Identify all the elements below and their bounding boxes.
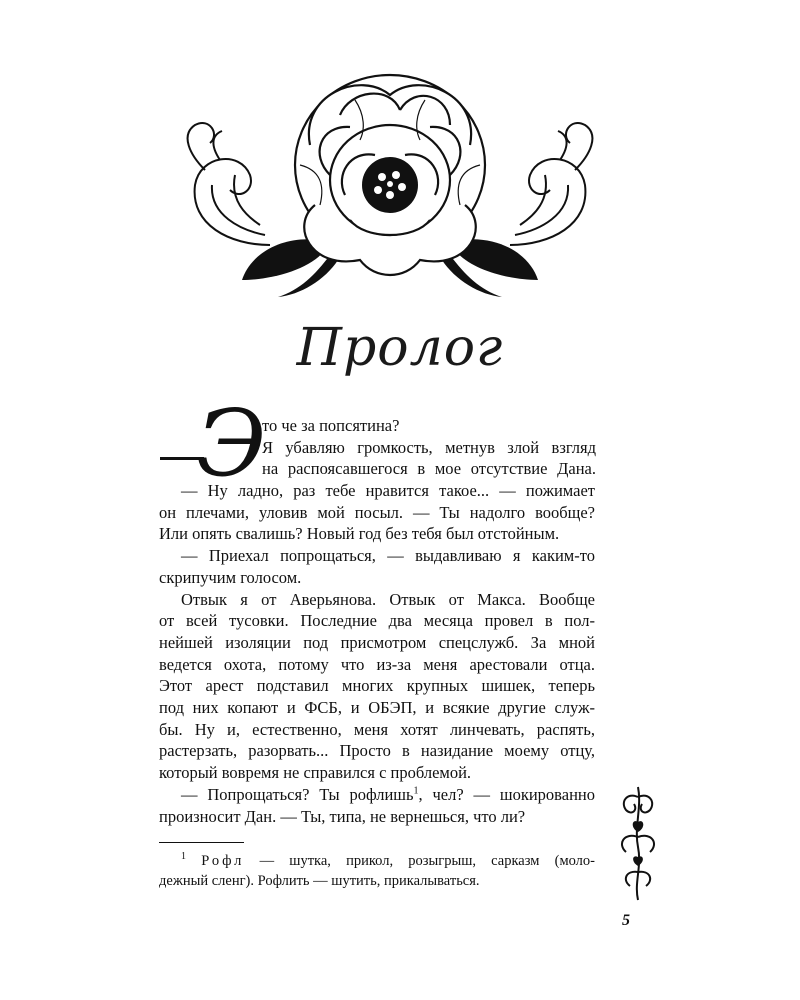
text-line: от всей тусовки. Последние два месяца провел в пол- [159, 611, 595, 631]
text-line: то че за попсятина? [262, 416, 400, 435]
text-line: Этот арест подставил многих крупных шишек, теперь [159, 676, 595, 696]
chapter-title: Пролог [296, 318, 504, 378]
text-line: нейшей изоляции под присмотром спецслужб. За мной [159, 632, 595, 652]
text-line: — Попрощаться? Ты рофлишь$^1$, чел? — шокированно [181, 784, 595, 804]
text-line: под них копают и ФСБ, и ОБЭП, и всякие другие служ- [159, 698, 595, 718]
text-line: — Ну ладно, раз тебе нравится такое... — пожимает [181, 481, 595, 500]
text-line: растерзать, разорвать... Просто в назидание моему отцу, [159, 741, 595, 761]
footnote-term: Рофл [201, 853, 245, 869]
footnote-divider [159, 842, 244, 843]
footnote-line: $^1$ Рофл — шутка, прикол, розыгрыш, сарказм (моло- [181, 851, 595, 869]
text-line: бы. Ну и, естественно, меня хотят линчевать, распять, [159, 719, 595, 739]
text-line: Я убавляю громкость, метнув злой взгляд [262, 437, 596, 457]
text-line: ведется охота, потому что из-за меня арестовали отца. [159, 654, 595, 674]
footnote [159, 851, 595, 891]
text-line: Отвык я от Аверьянова. Отвык от Макса. Вообще [181, 589, 595, 609]
flower-ornament-illustration [150, 55, 630, 300]
page-number: 5 [622, 912, 630, 929]
footnote-reference[interactable]: 1 [413, 785, 419, 797]
body-text [159, 480, 595, 827]
drop-cap-letter: Э [196, 390, 267, 497]
text-line: на распоясавшегося в мое отсутствие Дана. [262, 459, 596, 479]
text-line: который вовремя не справился с проблемой. [159, 763, 472, 783]
text-line: произносит Дан. — Ты, типа, не вернешься, что ли? [159, 806, 526, 826]
side-ornament-illustration [612, 782, 664, 902]
first-paragraph [262, 415, 596, 480]
footnote-mark: 1 [181, 851, 186, 863]
text-line: скрипучим голосом. [159, 567, 302, 587]
text-line: — Приехал попрощаться, — выдавливаю я каким-то [181, 546, 595, 566]
text-line: он плечами, уловив мой посыл. — Ты надолго вообще? [159, 502, 595, 522]
footnote-line: дежный сленг). Рофлить — шутить, прикалываться. [159, 873, 480, 889]
text-line: Или опять свалишь? Новый год без тебя был отстойным. [159, 524, 560, 544]
